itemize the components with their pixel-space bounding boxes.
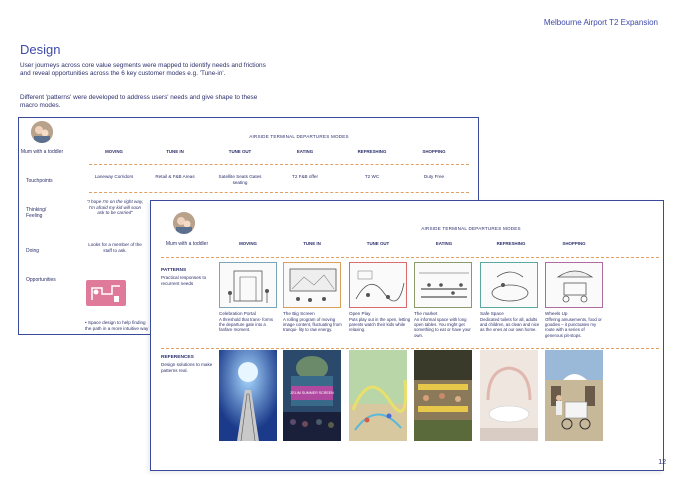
mode-refreshing: REFRESHING: [496, 241, 526, 246]
reference-photo-play-area: [349, 350, 407, 441]
touchpoint-cell: T2 F&B offer: [292, 174, 318, 179]
page-number: 12: [658, 459, 666, 466]
pattern-name: Celebration Portal: [219, 311, 256, 316]
mode-eating: EATING: [296, 149, 314, 154]
row-label-touchpoints: Touchpoints: [26, 178, 53, 184]
pattern-sketch-wheels-up: [545, 262, 603, 308]
touchpoint-cell: Satellite Seats Gates seating: [218, 174, 262, 185]
persona-label: Mum with a toddler: [165, 241, 209, 247]
modes-heading: AIRSIDE TERMINAL DEPARTURES MODES: [421, 226, 521, 231]
patterns-card: [150, 200, 664, 471]
mode-tune-out: TUNE OUT: [228, 149, 252, 154]
touchpoint-cell: Retail & F&B Areas: [155, 174, 195, 179]
row-label-opportunities: Opportunities: [26, 277, 56, 283]
pattern-name: The Big Screen: [283, 311, 315, 316]
pattern-sketch-open-play: [349, 262, 407, 308]
pattern-desc: Dedicated toilets for all, adults and children, as clean and nice as the ones at our own home.: [480, 317, 540, 333]
pattern-name: The market: [414, 311, 438, 316]
reference-photo-safe-space: [480, 350, 538, 441]
reference-photo-ice-cream-cart: [545, 350, 603, 441]
patterns-title: PATTERNS: [161, 268, 187, 273]
doing-cell: Looks for a member of the staff to ask.: [88, 242, 142, 253]
persona-label: Mum with a toddler: [20, 149, 64, 155]
row-label-thinking: Thinking/ Feeling: [26, 207, 47, 219]
divider: [89, 164, 469, 165]
intro-paragraph-1: User journeys across core value segments were mapped to identify needs and frictions and reveal opportunities across the 6 key customer modes e.g. 'Tune-in'.: [20, 62, 266, 77]
divider: [89, 192, 469, 193]
patterns-subtitle: Practical responses to recurrent needs: [161, 275, 207, 286]
mode-moving: MOVING: [239, 241, 257, 246]
pattern-sketch-safe-space: [480, 262, 538, 308]
touchpoint-cell: Laneway Corridors: [94, 174, 134, 179]
row-label-doing: Doing: [26, 248, 40, 254]
persona-avatar: [173, 212, 195, 234]
reference-photo-market: [414, 350, 472, 441]
pattern-desc: A threshold that trans- forms the departure gate into a fanfare moment.: [219, 317, 273, 333]
mode-tune-in: TUNE IN: [166, 149, 184, 154]
pattern-sketch-big-screen: [283, 262, 341, 308]
touchpoint-cell: Duty Free: [423, 174, 445, 179]
intro-paragraph-2: Different 'patterns' were developed to address users' needs and give shape to these macro modes.: [20, 94, 258, 109]
reference-photo-escalator-tunnel: [219, 350, 277, 441]
divider: [161, 257, 659, 258]
mode-refreshing: REFRESHING: [357, 149, 387, 154]
mode-shopping: SHOPPING: [422, 149, 446, 154]
pattern-name: Safe Space: [480, 311, 504, 316]
pattern-name: Open Play: [349, 311, 371, 316]
mode-moving: MOVING: [105, 149, 123, 154]
divider: [161, 348, 659, 349]
photo-sign-text: ZELIM SUMMER SCREEN: [290, 391, 334, 395]
mode-tune-out: TUNE OUT: [366, 241, 390, 246]
pattern-desc: An informal space with long open tables. You might get something to eat or have your own.: [414, 317, 471, 338]
pattern-name: Wheels Up: [545, 311, 568, 316]
modes-heading: AIRSIDE TERMINAL DEPARTURES MODES: [249, 134, 349, 139]
touchpoint-cell: T2 WC: [364, 174, 380, 179]
mode-tune-in: TUNE IN: [303, 241, 321, 246]
references-subtitle: Design solutions to make patterns real.: [161, 362, 213, 373]
pattern-sketch-market: [414, 262, 472, 308]
references-title: REFERENCES: [161, 355, 194, 360]
thinking-quote: "I hope I'm on the right way, I'm afraid my kid will soon ask to be carried": [86, 199, 144, 216]
page-title: Design: [20, 42, 61, 57]
opportunity-cell: • Space design to help finding the path in a more intuitive way: [85, 320, 149, 331]
wayfinding-sketch: [86, 280, 126, 306]
pattern-desc: Offering amusements, food or goodies – it punctuates my route with a series of generous pit-stops.: [545, 317, 602, 338]
pattern-desc: A rolling program of moving image content, fluctuating from tranqui- lity to raw energy.: [283, 317, 342, 333]
reference-photo-summer-screen: [283, 350, 341, 441]
mode-shopping: SHOPPING: [562, 241, 586, 246]
pattern-desc: Puts play out in the open, letting parents watch their kids while relaxing.: [349, 317, 411, 333]
mode-eating: EATING: [435, 241, 453, 246]
project-title: Melbourne Airport T2 Expansion: [543, 18, 658, 27]
pattern-sketch-celebration-portal: [219, 262, 277, 308]
persona-avatar: [31, 121, 53, 143]
